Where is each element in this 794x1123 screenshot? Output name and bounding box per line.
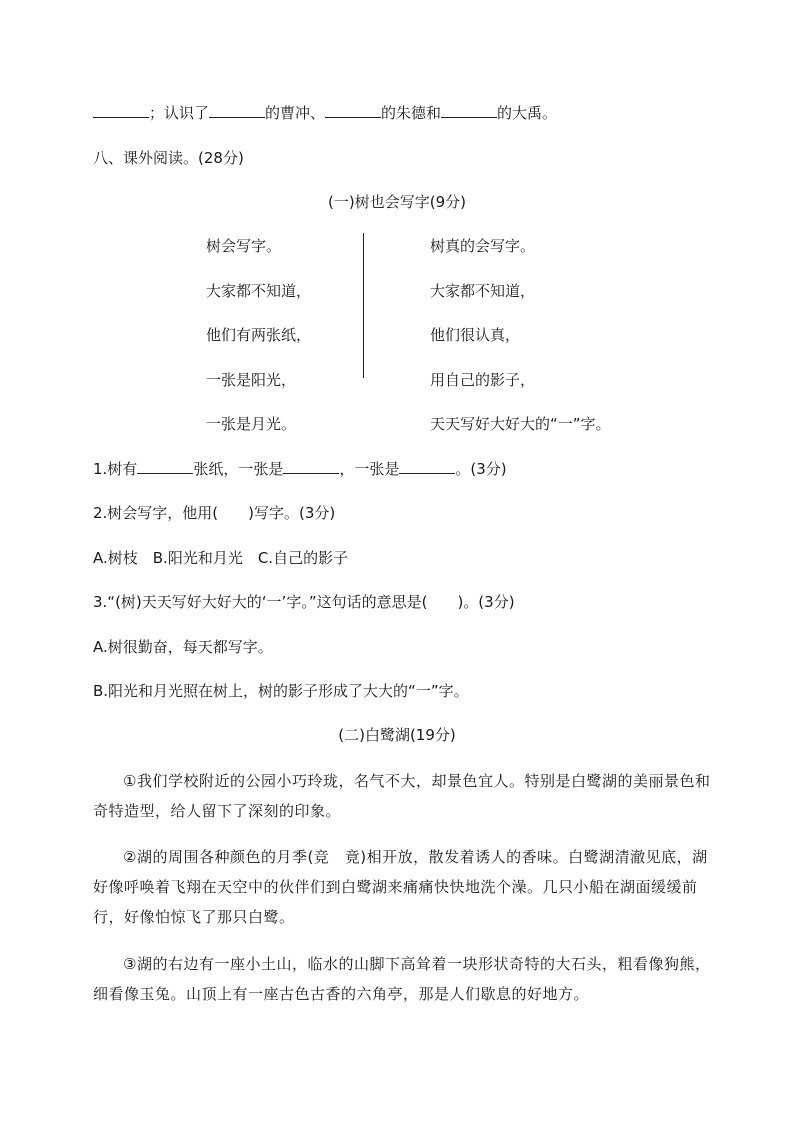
question-2: 2.树会写字，他用( )写字。(3分): [93, 504, 336, 522]
question-3-option-a: A.树很勤奋，每天都写字。: [93, 638, 273, 656]
passage-title: (二)白鹭湖(19分): [338, 726, 456, 744]
poem-left-line: 树会写字。: [206, 237, 282, 255]
poem-divider: [363, 233, 364, 378]
answer-blank[interactable]: [137, 459, 193, 474]
poem-left-line: 他们有两张纸，: [206, 326, 312, 344]
answer-blank[interactable]: [283, 459, 339, 474]
poem-right-line: 树真的会写字。: [430, 237, 536, 255]
poem-right-line: 天天写好大好大的“一”字。: [430, 415, 611, 433]
passage-paragraph: ①我们学校附近的公园小巧玲珑，名气不大，却景色宜人。特别是白鹭湖的美丽景色和奇特造型，给人留下了深刻的印象。: [93, 772, 711, 820]
answer-blank[interactable]: [93, 103, 149, 118]
passage-title: (一)树也会写字(9分): [328, 193, 466, 211]
poem-right-line: 用自己的影子，: [430, 371, 536, 389]
passage-paragraph: ②湖的周围各种颜色的月季(竞 竟)相开放，散发着诱人的香味。白鹭湖清澈见底，湖好像呼唤着飞翔在天空中的伙伴们到白鹭湖来痛痛快快地洗个澡。几只小船在湖面缓缓前行，好像怕惊飞了那只白鹭。: [93, 848, 708, 926]
passage-paragraph: ③湖的右边有一座小土山，临水的山脚下高耸着一块形状奇特的大石头，粗看像狗熊，细看像玉兔。山顶上有一座古色古香的六角亭，那是人们歇息的好地方。: [93, 955, 711, 1003]
poem-left-line: 一张是月光。: [206, 415, 297, 433]
question-1: 1.树有 张纸，一张是 ，一张是 。(3分): [93, 460, 507, 478]
section-heading: 八、课外阅读。(28分): [93, 149, 244, 167]
answer-blank[interactable]: [325, 103, 381, 118]
answer-blank[interactable]: [399, 459, 455, 474]
poem-right-line: 他们很认真，: [430, 326, 521, 344]
answer-blank[interactable]: [441, 103, 497, 118]
answer-blank[interactable]: [209, 103, 265, 118]
fill-in-line-recognition: ；认识了 的曹冲、 的朱德和 的大禹。: [93, 103, 557, 123]
poem-left-line: 大家都不知道，: [206, 282, 312, 300]
question-3-option-b: B.阳光和月光照在树上，树的影子形成了大大的“一”字。: [93, 682, 469, 700]
poem-right-line: 大家都不知道，: [430, 282, 536, 300]
question-3: 3.“(树)天天写好大好大的‘一’字。”这句话的意思是( )。(3分): [93, 593, 515, 611]
poem-left-line: 一张是阳光，: [206, 371, 297, 389]
question-2-options: A.树枝 B.阳光和月光 C.自己的影子: [93, 549, 349, 567]
